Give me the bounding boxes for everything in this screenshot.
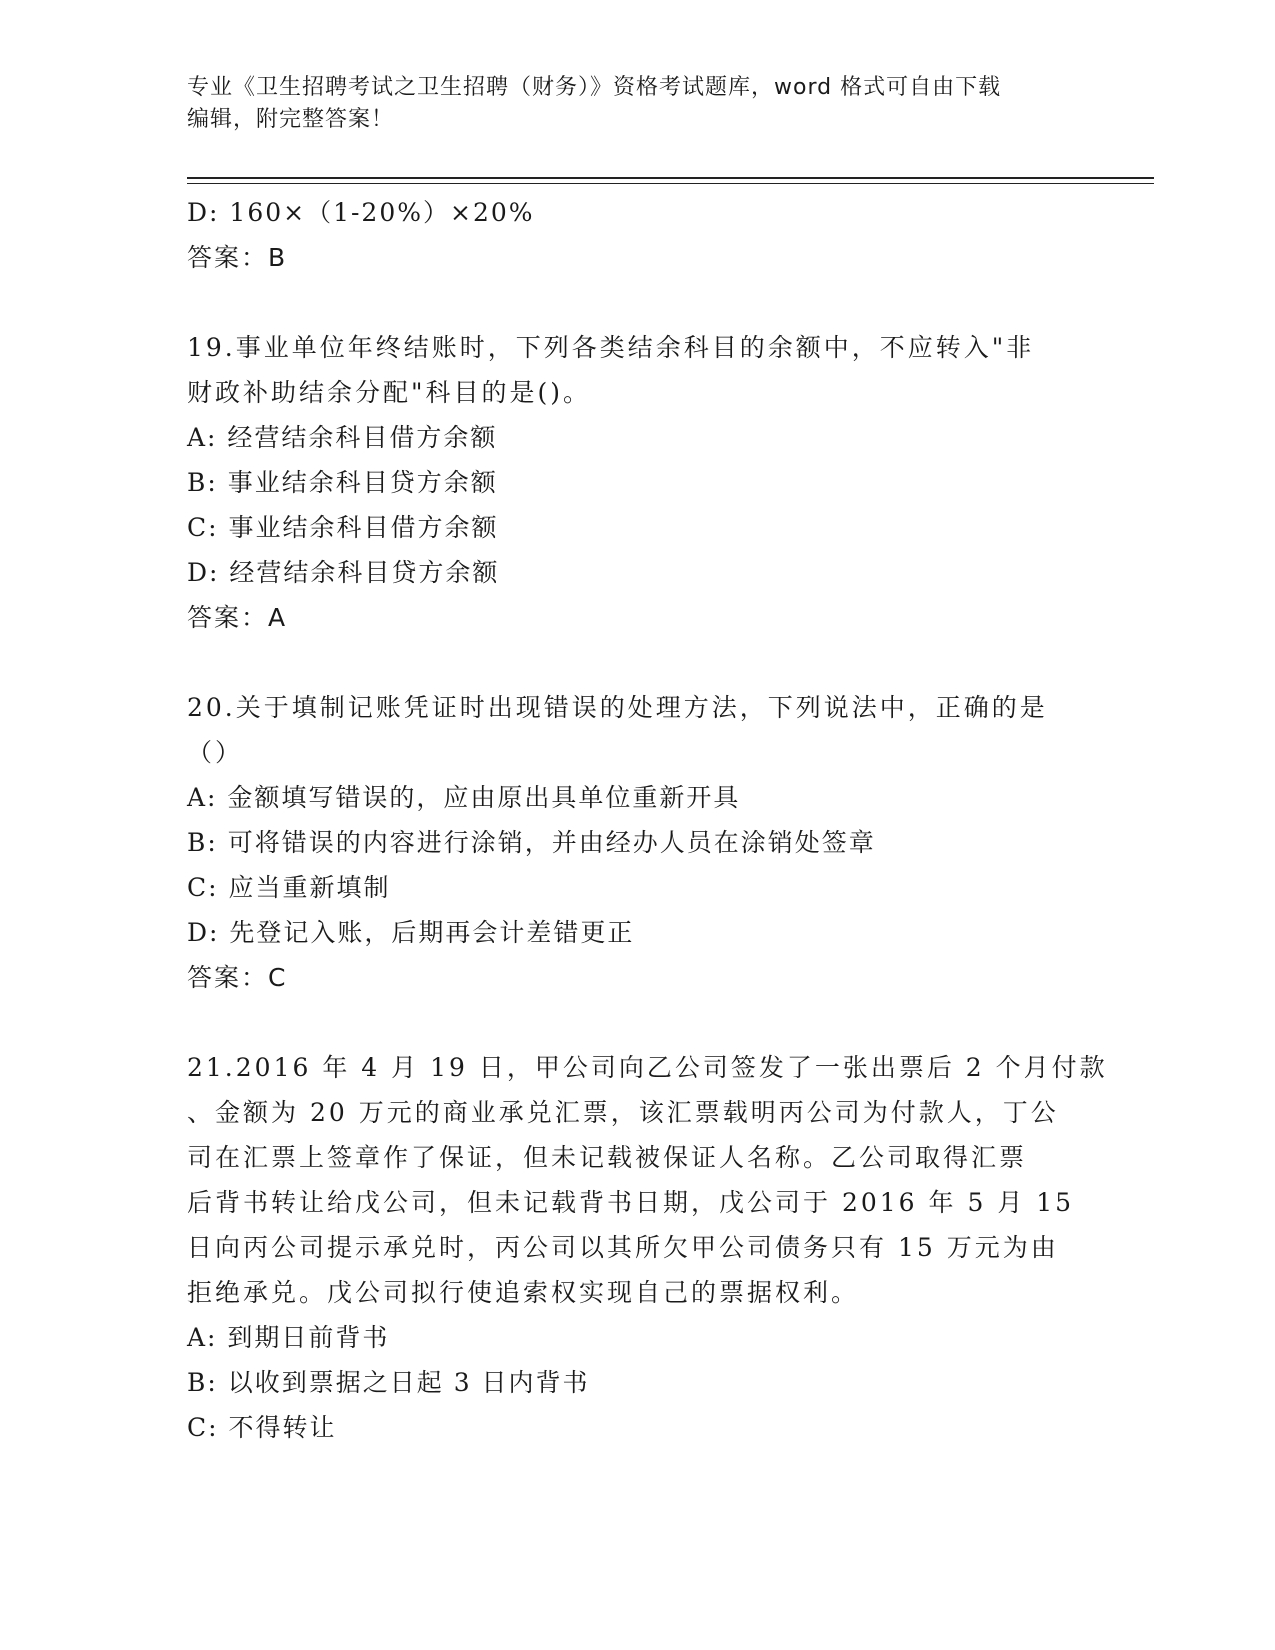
option-b: B: 可将错误的内容进行涂销，并由经办人员在涂销处签章 (187, 828, 876, 857)
question-stem-line: 、金额为 20 万元的商业承兑汇票，该汇票载明丙公司为付款人，丁公 (187, 1098, 1059, 1127)
question-stem-line: 21.2016 年 4 月 19 日，甲公司向乙公司签发了一张出票后 2 个月付款 (187, 1053, 1108, 1082)
header-line-2: 编辑，附完整答案！ (187, 107, 395, 132)
question-20 (187, 685, 1087, 1000)
option-a: A: 金额填写错误的，应由原出具单位重新开具 (187, 783, 741, 812)
document-body (187, 190, 1108, 1450)
question-stem-line: 司在汇票上签章作了保证，但未记载被保证人名称。乙公司取得汇票 (187, 1143, 1028, 1172)
question-stem-line: 财政补助结余分配"科目的是()。 (187, 378, 592, 407)
question-stem-line: 拒绝承兑。戊公司拟行使追索权实现自己的票据权利。 (187, 1278, 860, 1307)
question-stem-line: （） (187, 738, 244, 767)
header-line-1: 专业《卫生招聘考试之卫生招聘（财务）》资格考试题库，word 格式可自由下载 (187, 75, 1002, 100)
question-stem-line: 19.事业单位年终结账时，下列各类结余科目的余额中，不应转入"非 (187, 333, 1035, 362)
question-stem-line: 日向丙公司提示承兑时，丙公司以其所欠甲公司债务只有 15 万元为由 (187, 1233, 1059, 1262)
question-21 (187, 1045, 1108, 1450)
answer-line: 答案：A (187, 603, 288, 632)
option-c: C: 应当重新填制 (187, 873, 391, 902)
option-b: B: 事业结余科目贷方余额 (187, 468, 498, 497)
question-stem (187, 685, 1087, 775)
spacer (187, 1000, 1087, 1045)
question-19 (187, 325, 1087, 640)
option-d: D: 160×（1-20%）×20% (187, 198, 535, 227)
question-stem (187, 1045, 1108, 1315)
spacer (187, 640, 1087, 685)
question-stem-line: 后背书转让给戊公司，但未记载背书日期，戊公司于 2016 年 5 月 15 (187, 1188, 1075, 1217)
option-c: C: 事业结余科目借方余额 (187, 513, 499, 542)
question-stem-line: 20.关于填制记账凭证时出现错误的处理方法，下列说法中，正确的是 (187, 693, 1048, 722)
answer-line: 答案：B (187, 243, 288, 272)
option-a: A: 到期日前背书 (187, 1323, 390, 1352)
option-d: D: 先登记入账，后期再会计差错更正 (187, 918, 635, 947)
option-a: A: 经营结余科目借方余额 (187, 423, 498, 452)
page-header (187, 72, 1087, 136)
header-rule-thick (187, 177, 1154, 179)
option-b: B: 以收到票据之日起 3 日内背书 (187, 1368, 590, 1397)
answer-line: 答案：C (187, 963, 288, 992)
option-c: C: 不得转让 (187, 1413, 337, 1442)
option-d: D: 经营结余科目贷方余额 (187, 558, 500, 587)
header-rule-thin (187, 183, 1154, 184)
spacer (187, 280, 1087, 325)
question-stem (187, 325, 1087, 415)
question-18 (187, 190, 1087, 280)
